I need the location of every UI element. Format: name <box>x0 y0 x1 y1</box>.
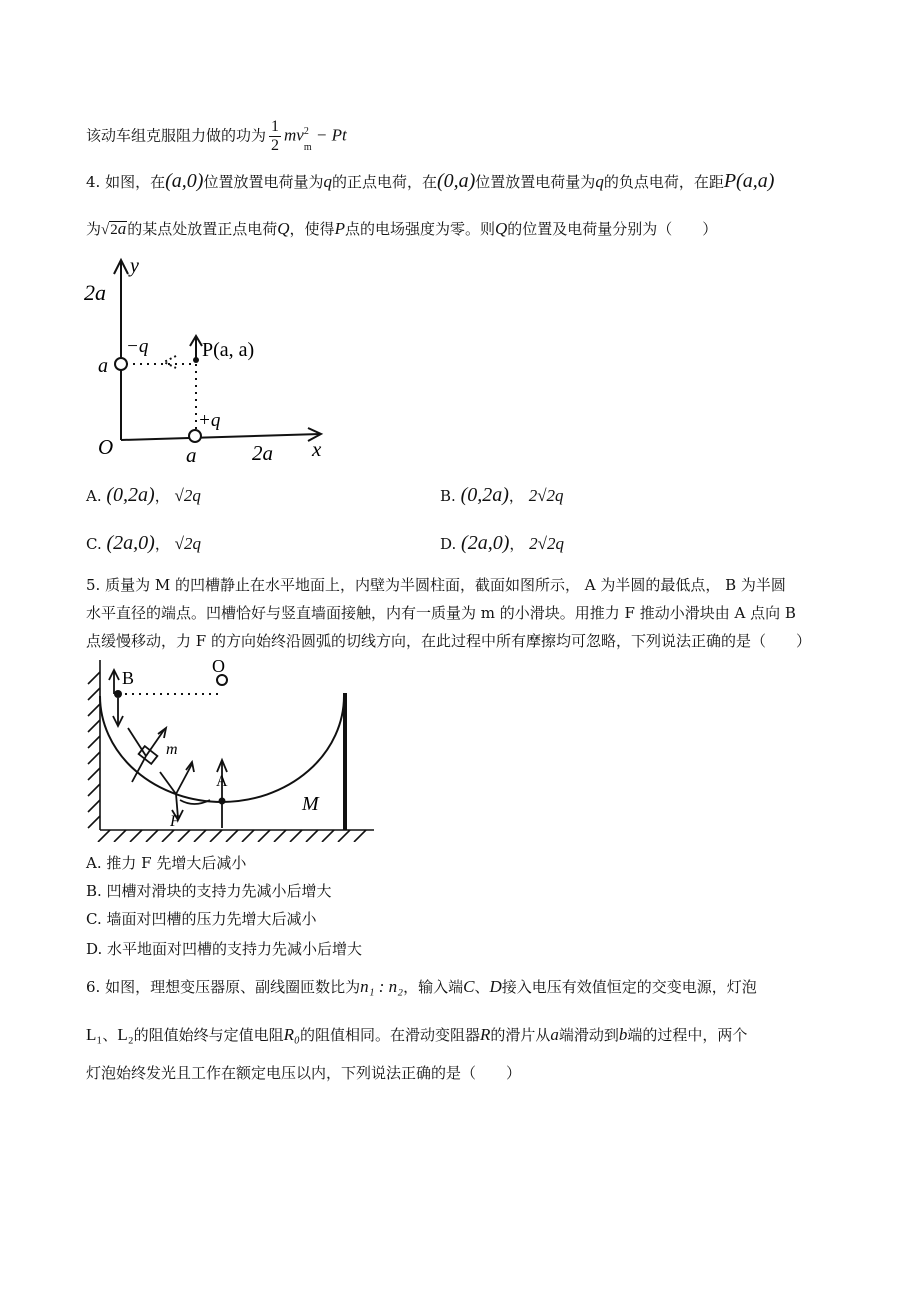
q5-line3 <box>86 630 811 652</box>
q5-number: 5. <box>86 576 101 594</box>
q6-l1-seg3: 接入电压有效值恒定的交变电源，灯泡 <box>501 978 757 996</box>
q6-l1-seg2: ，输入端 <box>403 978 464 996</box>
origin-label: O <box>98 435 114 459</box>
mv-expr: mv <box>284 125 304 145</box>
q4-p-label: P(a,a) <box>723 170 775 192</box>
q4-seg4: 位置放置电荷量为 <box>475 173 596 191</box>
q5-option-c[interactable] <box>86 908 316 930</box>
q5-option-a[interactable] <box>86 852 246 874</box>
label-B: B <box>122 668 135 688</box>
q4-seg5: 的负点电荷，在距 <box>603 173 724 191</box>
q5-line2 <box>86 602 796 624</box>
neg-charge-marker <box>115 358 127 370</box>
label-M: M <box>302 793 319 815</box>
q6-l2-seg5: 端的过程中，两个 <box>627 1026 748 1044</box>
q6-number: 6. <box>86 978 101 996</box>
q4-l2-seg1: 为 <box>86 220 102 238</box>
q6-D: D <box>489 977 502 996</box>
q6-R0: R₀ <box>283 1025 300 1044</box>
q4-l2-seg3: ，使得 <box>289 220 335 238</box>
q6-b: b <box>618 1025 628 1044</box>
ground-hatch <box>98 830 374 842</box>
q5-groove-figure <box>84 658 378 842</box>
minus-pt: − Pt <box>315 125 347 145</box>
q4-option-b[interactable]: B. (0,2a)， 2√2q <box>440 484 564 506</box>
q4-l2-seg2: 的某点处放置正点电荷 <box>127 220 278 238</box>
q4-l2-seg4: 点的电场强度为零。则 <box>344 220 495 238</box>
sup-sub <box>303 125 316 153</box>
option-pos: (2a,0) <box>461 532 510 554</box>
q4-neg-pos: (0,a) <box>436 170 476 192</box>
option-pos: (0,2a) <box>106 484 155 506</box>
label-F: F <box>170 813 180 830</box>
q6-C: C <box>463 977 475 996</box>
q4-line2 <box>86 218 717 241</box>
q5-line2-text: 水平直径的端点。凹槽恰好与竖直墙面接触，内有一质量为 m 的小滑块。用推力 F 推动小滑块由 A 点向 B <box>86 604 796 622</box>
q6-a: a <box>550 1025 559 1044</box>
sqrt-var: a <box>117 219 127 238</box>
q5-option-a-text: A. 推力 F 先增大后减小 <box>86 854 247 872</box>
q5-option-b[interactable] <box>86 880 332 902</box>
q4-option-a[interactable]: A. (0,2a)， √2q <box>86 484 201 506</box>
q3-tail-line <box>86 118 347 155</box>
q4-seg2: 位置放置电荷量为 <box>203 173 324 191</box>
q4-pos-pos: (a,0) <box>165 170 204 192</box>
option-letter: A. <box>86 487 102 505</box>
q5-option-d-text: D. 水平地面对凹槽的支持力先减小后增大 <box>86 940 363 958</box>
sup: 2 <box>303 125 309 137</box>
sqrt-2a: √2a <box>101 219 127 238</box>
q5-line3-text: 点缓慢移动，力 F 的方向始终沿圆弧的切线方向，在此过程中所有摩擦均可忽略，下列说法正确的是（ ） <box>86 632 811 650</box>
q6-l2-seg1: 的阻值始终与定值电阻 <box>133 1026 284 1044</box>
option-letter: D. <box>440 535 457 553</box>
frac-numerator: 1 <box>271 118 280 135</box>
frac-denominator: 2 <box>271 137 280 154</box>
q5-option-d[interactable] <box>86 938 362 960</box>
q5-option-b-text: B. 凹槽对滑块的支持力先减小后增大 <box>86 882 332 900</box>
q6-line2 <box>86 1024 747 1046</box>
q6-line3 <box>86 1062 521 1084</box>
q6-line1 <box>86 976 757 998</box>
q6-l2-seg2: 的阻值相同。在滑动变阻器 <box>299 1026 480 1044</box>
label-A: A <box>216 773 228 790</box>
q6-l1-seg1: 如图，理想变压器原、副线圈匝数比为 <box>105 978 361 996</box>
field-arrow-left-head <box>164 356 176 368</box>
q4-l2-seg5: 的位置及电荷量分别为（ ） <box>507 220 718 238</box>
q5-option-c-text: C. 墙面对凹槽的压力先增大后减小 <box>86 910 317 928</box>
y-label: y <box>130 255 139 277</box>
option-charge: 2√2q <box>529 534 564 553</box>
q4-option-c[interactable]: C. (2a,0)， √2q <box>86 532 201 554</box>
q6-sep: 、 <box>474 978 490 996</box>
wall-hatch <box>88 660 100 830</box>
q6-l2-seg4: 端滑动到 <box>558 1026 619 1044</box>
point-O <box>217 675 227 685</box>
q4-q1: q <box>323 172 332 191</box>
option-letter: B. <box>440 487 456 505</box>
q4-P: P <box>334 219 345 238</box>
tick-2a-x: 2a <box>252 441 273 465</box>
q6-L2: L₂ <box>117 1025 134 1044</box>
q6-line3-text: 灯泡始终发光且工作在额定电压以内，下列说法正确的是（ ） <box>86 1064 522 1082</box>
q6-ratio: n₁ : n₂ <box>360 977 404 996</box>
tick-a-x: a <box>186 443 197 467</box>
label-m: m <box>166 741 178 758</box>
x-label: x <box>312 437 322 461</box>
sqrt-val: 2 <box>110 222 118 238</box>
point-P-label: P(a, a) <box>202 339 255 361</box>
option-letter: C. <box>86 535 102 553</box>
option-pos: (2a,0) <box>106 532 155 554</box>
q4-Q2: Q <box>494 219 508 238</box>
option-pos: (0,2a) <box>460 484 509 506</box>
q4-option-d[interactable]: D. (2a,0)， 2√2q <box>440 532 564 554</box>
q3-tail-text: 该动车组克服阻力做的功为 <box>86 126 267 145</box>
q6-l2-seg3: 的滑片从 <box>490 1026 551 1044</box>
q6-L1: L₁ <box>86 1025 103 1044</box>
q6-R: R <box>479 1025 491 1044</box>
fraction <box>269 118 281 155</box>
pos-charge-marker <box>189 430 201 442</box>
point-B <box>114 690 122 698</box>
q6-sep2: 、 <box>102 1026 118 1044</box>
q4-coordinate-figure <box>80 252 340 470</box>
pos-charge-label: +q <box>198 410 221 431</box>
q4-q2: q <box>595 172 604 191</box>
tick-2a-y: 2a <box>84 280 106 305</box>
q5-line1 <box>86 574 786 596</box>
q4-number: 4. <box>86 173 101 191</box>
option-charge: 2√2q <box>528 486 564 505</box>
q5-line1-text: 质量为 M 的凹槽静止在水平地面上，内壁为半圆柱面，截面如图所示， A 为半圆的最低点， B 为半圆 <box>105 576 786 594</box>
q4-seg1: 如图，在 <box>105 173 166 191</box>
q4-line1 <box>86 170 774 193</box>
sub: m <box>303 141 312 153</box>
q4-seg3: 的正点电荷，在 <box>331 173 437 191</box>
option-charge: √2q <box>174 486 201 505</box>
tick-a-y: a <box>98 355 108 377</box>
x-axis-line <box>121 434 320 440</box>
q4-Q1: Q <box>277 219 290 238</box>
neg-charge-label: −q <box>126 336 149 357</box>
option-charge: √2q <box>174 534 201 553</box>
label-O: O <box>212 658 225 676</box>
